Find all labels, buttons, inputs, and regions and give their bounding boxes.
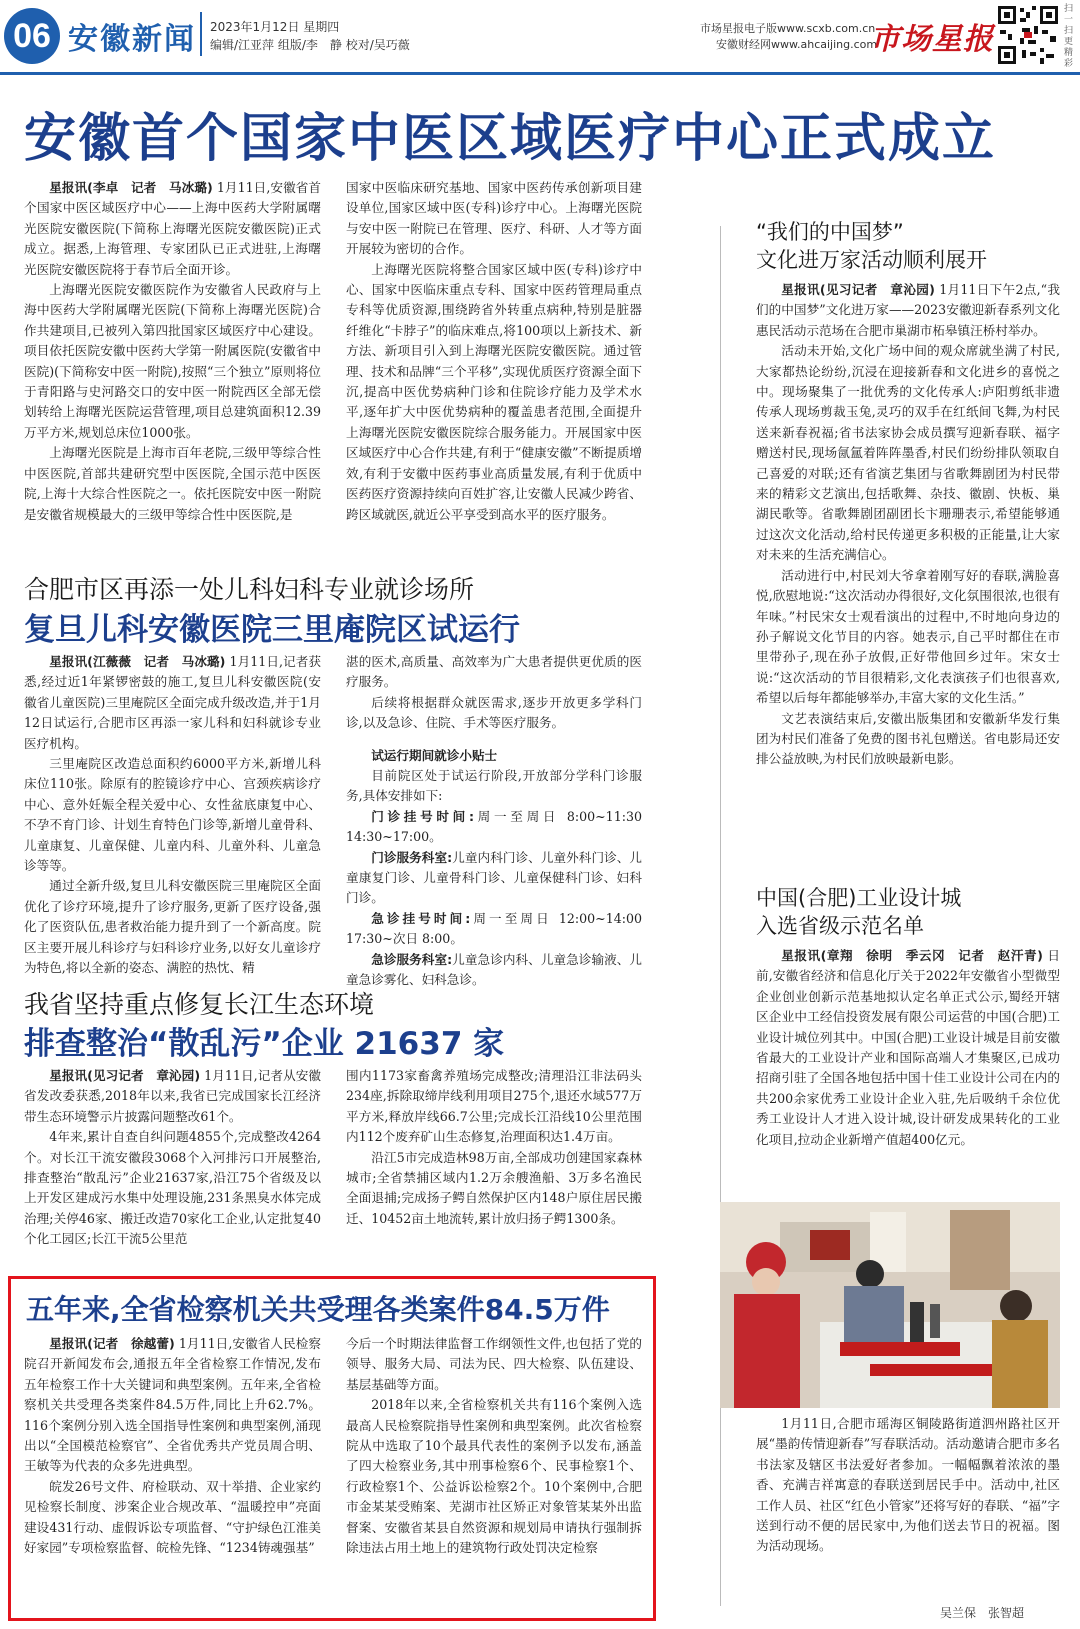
procuratorate-headline: 五年来,全省检察机关共受理各类案件84.5万件: [26, 1293, 610, 1326]
editors-line: 编辑/江亚萍 组版/李 静 校对/吴巧薇: [210, 38, 410, 52]
china-dream-paragraph: 活动未开始,文化广场中间的观众席就坐满了村民,大家都热论纷纷,沉浸在迎接新春和文化进乡的喜悦之中。现场聚集了一批优秀的文化传承人:庐阳剪纸非遗传承人现场剪裁玉兔,灵巧的双手在红纸间飞舞,为村民送来新春祝福;省书法家协会成员撰写迎新春联、福字赠送村民,现场氤氲着阵阵墨香,村民们纷纷排队领取自己喜爱的对联;还有省演艺集团与省歌舞剧团为村民带来的精彩文艺演出,包括歌舞、杂技、徽剧、快板、巢湖民歌等。省歌舞剧团副团长卞珊珊表示,希望能够通过这次文化活动,给村民传递更多积极的正能量,让大家对未来的生活充满信心。: [756, 343, 1060, 563]
divider: [200, 12, 202, 56]
hospital-headline: 复旦儿科安徽医院三里庵院区试运行: [24, 612, 520, 648]
yangtze-paragraph: 围内1173家畜禽养殖场完成整改;清理沿江非法码头234座,拆除取缔岸线利用项目275个,退还水域577万平方米,释放岸线66.7公里;完成长江沿线10公里范围内112个废弃矿山生态修复,治理面积达1.4万亩。: [346, 1068, 642, 1145]
news-photo[interactable]: [720, 1202, 1060, 1408]
china-dream-byline: 星报讯(见习记者 章沁园): [781, 282, 935, 297]
site-link-scxb[interactable]: 市场星报电子版www.scxb.com.cn: [700, 22, 876, 35]
hospital-paragraph: 后续将根据群众就医需求,逐步开放更多学科门诊,以及急诊、住院、手术等医疗服务。: [346, 694, 642, 731]
tip-item: 急诊服务科室:儿童急诊内科、儿童急诊输液、儿童急诊雾化、妇科急诊。: [346, 951, 643, 988]
page-number: 06: [4, 8, 60, 64]
lead-article-column-2: [346, 178, 642, 525]
tip-item: 门诊服务科室:儿童内科门诊、儿童外科门诊、儿童康复门诊、儿童骨科门诊、儿童保健科门诊、妇科门诊。: [346, 849, 643, 906]
hospital-paragraph: 湛的医术,高质量、高效率为广大患者提供更优质的医疗服务。: [346, 654, 642, 690]
procuratorate-paragraph: 皖发26号文件、府检联动、双十举措、企业家约见检察长制度、涉案企业合规改革、“温暖控申”亮面建设431行动、虚假诉讼专项监督、“守护绿色江淮美好家园”专项检察监督、皖检先锋、“1234铸魂强基”: [24, 1478, 321, 1556]
yangtze-paragraph: 沿江5市完成造林98万亩,全部成功创建国家森林城市;全省禁捕区域内1.2万余艘渔船、3万多名渔民全面退捕;完成扬子鳄自然保护区内148户原住居民搬迁、10452亩土地流转,累计放归扬子鳄1300条。: [346, 1149, 642, 1226]
lead-paragraph: 上海曙光医院安徽医院作为安徽省人民政府与上海中医药大学附属曙光医院(下简称上海曙光医院)合作共建项目,已被列入第四批国家区域医疗中心建设。项目依托医院安徽中医药大学第一附属医院(安徽省中医院)(下简称安中医一附院),按照“三个独立”原则将位于青阳路与史河路交口的安中医一附院西区全部无偿划转给上海曙光医院运营管理,项目总建筑面积12.39万平方米,规划总床位1000张。: [24, 282, 321, 440]
procuratorate-column-1: [24, 1334, 321, 1618]
industrial-design-paragraph: 日前,安徽省经济和信息化厅关于2022年安徽省小型微型企业创业创新示范基地拟认定名单正式公示,蜀经开辖区企业中工经信投资发展有限公司运营的中国(合肥)工业设计城位列其中。中国(合肥)工业设计城是目前安徽省最大的工业设计产业和国际高端人才集聚区,已成功招商引驻了全国各地包括中国十佳工业设计公司在内的共200余家优秀工业设计企业入驻,先后吸纳千余位优秀工业设计人才进入设计城,设计研发成果转化的工业化项目,拉动企业新增产值超400亿元。: [756, 948, 1060, 1147]
hospital-paragraph: 三里庵院区改造总面积约6000平方米,新增儿科床位110张。除原有的腔镜诊疗中心、宫颈疾病诊疗中心、意外妊娠全程关爱中心、女性盆底康复中心、不孕不育门诊、计划生育特色门诊等,新增儿童骨科、儿童康复、儿童保健、儿童内科、儿童外科、儿童急诊等等。: [24, 756, 321, 874]
lead-headline: 安徽首个国家中医区域医疗中心正式成立: [24, 109, 997, 169]
tips-intro: 目前院区处于试运行阶段,开放部分学科门诊服务,具体安排如下:: [346, 768, 642, 804]
procuratorate-column-2: [346, 1334, 642, 1618]
masthead-rule: [0, 72, 1080, 75]
china-dream-headline: “我们的中国梦” 文化进万家活动顺利展开: [756, 220, 987, 272]
photo-caption-text: 1月11日,合肥市瑶海区铜陵路街道泗州路社区开展“墨韵传情迎新春”写春联活动。活动邀请合肥市多名书法家及辖区书法爱好者参加。一幅幅飘着浓浓的墨香、充满吉祥寓意的春联送到居民手中。活动中,社区工作人员、社区“红色小管家”还将写好的春联、“福”字送到行动不便的居民家中,为他们送去节日的祝福。图为活动现场。: [756, 1416, 1060, 1554]
china-dream-paragraph: 1月11日下午2点,“我们的中国梦”文化进万家——2023安徽迎新春系列文化惠民活动示范场在合肥市巢湖市柘皋镇汪桥村举办。: [756, 282, 1060, 338]
china-dream-column: [756, 280, 1060, 770]
hospital-column-1: [24, 652, 321, 979]
industrial-design-byline: 星报讯(章翔 徐明 季云冈 记者 赵汗青): [781, 948, 1043, 963]
lead-article-column-1: [24, 178, 321, 525]
procuratorate-paragraph: 今后一个时期法律监督工作纲领性文件,也包括了党的领导、服务大局、司法为民、四大检察、队伍建设、基层基础等方面。: [346, 1336, 642, 1392]
yangtze-paragraph: 1月11日,记者从安徽省发改委获悉,2018年以来,我省已完成国家长江经济带生态环境警示片披露问题整改61个。: [24, 1068, 321, 1124]
photo-caption: [756, 1414, 1060, 1557]
china-dream-paragraph: 活动进行中,村民刘大爷拿着刚写好的春联,满脸喜悦,欣慰地说:“这次活动办得很好,文化氛围很浓,也很有年味。”村民宋女士观看演出的过程中,不时地向身边的孙子解说文化节目的内容。她表示,自己平时都住在市里带孙子,现在孙子放假,正好带他回乡过年。宋女士说:“这次活动的节目很精彩,文化表演孩子们也很喜欢,希望以后每年都能够举办,丰富大家的文化生活。”: [756, 567, 1060, 706]
site-link-ahcaijing[interactable]: 安徽财经网www.ahcaijing.com: [716, 38, 878, 51]
hospital-paragraph: 1月11日,记者获悉,经过近1年紧锣密鼓的施工,复旦儿科安徽医院(安徽省儿童医院)三里庵院区全面完成升级改造,并于1月12日试运行,合肥市区再添一家儿科和妇科就诊专业医疗机构。: [24, 654, 321, 751]
hospital-byline: 星报讯(江薇薇 记者 马冰璐): [49, 654, 226, 669]
yangtze-headline: 排查整治“散乱污”企业 21637 家: [24, 1026, 505, 1062]
tips-title: 试运行期间就诊小贴士: [371, 747, 498, 763]
newspaper-logo: 市场星报: [870, 22, 994, 57]
lead-paragraph: 1月11日,安徽省首个国家中医区域医疗中心——上海中医药大学附属曙光医院安徽医院(下简称上海曙光医院安徽医院)正式成立。据悉,上海管理、专家团队已正式进驻,上海曙光医院安徽医院将于春节后全面开诊。: [24, 180, 321, 277]
procuratorate-byline: 星报讯(记者 徐越蕾): [49, 1336, 175, 1351]
hospital-paragraph: 通过全新升级,复旦儿科安徽医院三里庵院区全面优化了诊疗环境,提升了诊疗服务,更新了医疗设备,强化了医资队伍,患者救治能力提升到了一个新高度。院区主要开展儿科诊疗与妇科诊疗业务,以好女儿童诊疗为特色,将以全新的姿态、满腔的热忱、精: [24, 878, 321, 976]
section-name: 安徽新闻: [68, 22, 196, 57]
tip-item: 急诊挂号时间:周一至周日 12:00~14:00 17:30~次日 8:00。: [346, 910, 655, 947]
photo-credit: 吴兰保 张智超: [940, 1606, 1025, 1620]
yangtze-column-1: [24, 1066, 321, 1250]
lead-paragraph: 上海曙光医院将整合国家区域中医(专科)诊疗中心、国家中医临床重点专科、国家中医药管理局重点专科等优质资源,围绕跨省外转重点病种,特别是脏器纤维化“卡脖子”的临床难点,将100项以上新技术、新方法、新项目引入到上海曙光医院安徽医院。通过管理、技术和品牌“三个平移”,实现优质医疗资源全面下沉,提高中医优势病种门诊和住院诊疗能力及学术水平,逐年扩大中医优势病种的覆盖患者范围,全面提升上海曙光医院安徽医院综合服务能力。开展国家中医区域医疗中心合作共建,有利于“健康安徽”不断提质增效,有利于安徽中医药事业高质量发展,有利于优质中医药医疗资源持续向百姓扩容,让安徽人民减少跨省、跨区域就医,就近公平享受到高水平的医疗服务。: [346, 261, 642, 522]
tip-item: 门诊挂号时间:周一至周日 8:00~11:30 14:30~17:00。: [346, 808, 655, 845]
masthead: [0, 0, 1080, 70]
yangtze-column-2: [346, 1066, 642, 1229]
china-dream-paragraph: 文艺表演结束后,安徽出版集团和安徽新华发行集团为村民们准备了免费的图书礼包赠送。省电影局还安排公益放映,为村民们放映最新电影。: [756, 710, 1060, 767]
yangtze-kicker: 我省坚持重点修复长江生态环境: [24, 990, 375, 1019]
industrial-design-column: [756, 946, 1060, 1150]
lead-byline: 星报讯(李卓 记者 马冰璐): [49, 180, 213, 195]
lead-paragraph: 国家中医临床研究基地、国家中医药传承创新项目建设单位,国家区域中医(专科)诊疗中心。上海曙光医院与安中医一附院已在管理、医疗、科研、人才等方面开展较为密切的合作。: [346, 180, 642, 257]
yangtze-paragraph: 4年来,累计自查自纠问题4855个,完成整改4264个。对长江干流安徽段3068个入河排污口开展整治,排查整治“散乱污”企业21637家,沿江75个省级及以上开发区建成污水集中处理设施,231条黑臭水体完成治理;关停46家、搬迁改造70家化工企业,认定批复40个化工园区;长江干流5公里范: [24, 1129, 321, 1247]
qr-caption: 扫一扫更精彩: [1064, 4, 1074, 69]
issue-date: 2023年1月12日 星期四: [210, 20, 340, 34]
industrial-design-headline: 中国(合肥)工业设计城 入选省级示范名单: [756, 886, 962, 938]
procuratorate-paragraph: 2018年以来,全省检察机关共有116个案例入选最高人民检察院指导性案例和典型案例。此次省检察院从中选取了10个最具代表性的案例予以发布,涵盖了四大检察业务,其中刑事检察6个、民事检察1个、行政检察1个、公益诉讼检察2个。10个案例中,合肥市金某某受贿案、芜湖市社区矫正对象管某某外出监督案、安徽省某县自然资源和规划局申请执行强制拆除违法占用土地上的建筑物行政处罚决定检察: [346, 1397, 642, 1556]
qr-code-icon[interactable]: [996, 4, 1060, 66]
yangtze-byline: 星报讯(见习记者 章沁园): [49, 1068, 201, 1083]
procuratorate-paragraph: 1月11日,安徽省人民检察院召开新闻发布会,通报五年全省检察工作情况,发布五年检察工作十大关键词和典型案例。五年来,全省检察机关共受理各类案件84.5万件,同比上升62.7%。116个案例分别入选全国指导性案例和典型案例,涌现出以“全国模范检察官”、全省优秀共产党员周合明、王敏等为代表的众多先进典型。: [24, 1336, 321, 1474]
lead-paragraph: 上海曙光医院是上海市百年老院,三级甲等综合性中医医院,首部共建研究型中医医院,全国示范中医医院,上海十大综合性医院之一。依托医院安中医一附院是安徽省规模最大的三级甲等综合性中医医院,是: [24, 445, 321, 522]
hospital-column-2: [346, 652, 655, 991]
hospital-kicker: 合肥市区再添一处儿科妇科专业就诊场所: [24, 575, 475, 604]
